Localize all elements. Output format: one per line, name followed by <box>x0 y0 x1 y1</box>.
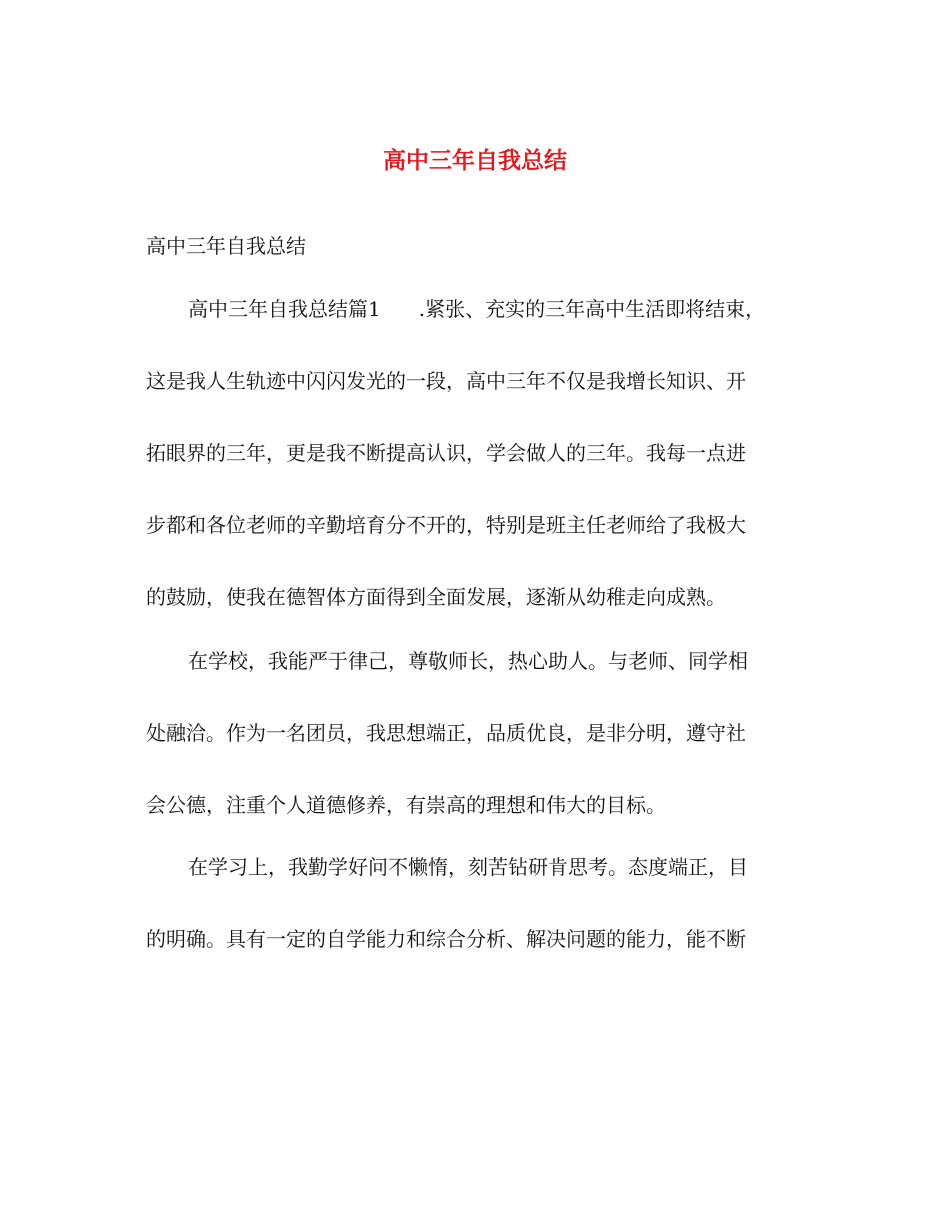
paragraph-2-line-1: 在学校，我能严于律己，尊敬师长，热心助人。与老师、同学相 <box>188 649 748 673</box>
paragraph-1-line-4: 步都和各位老师的辛勤培育分不开的，特别是班主任老师给了我极大 <box>146 513 746 537</box>
paragraph-1-line-5: 的鼓励，使我在德智体方面得到全面发展，逐渐从幼稚走向成熟。 <box>146 585 726 609</box>
paragraph-2-line-2: 处融洽。作为一名团员，我思想端正，品质优良，是非分明，遵守社 <box>146 721 746 745</box>
paragraph-1-line-2: 这是我人生轨迹中闪闪发光的一段，高中三年不仅是我增长知识、开 <box>146 369 746 393</box>
section-heading: 高中三年自我总结篇1 <box>188 297 381 321</box>
paragraph-1-line-1 <box>188 296 765 322</box>
document-subtitle: 高中三年自我总结 <box>146 234 306 258</box>
document-title: 高中三年自我总结 <box>383 147 567 174</box>
paragraph-3-line-2: 的明确。具有一定的自学能力和综合分析、解决问题的能力，能不断 <box>146 927 746 951</box>
paragraph-3-line-1: 在学习上，我勤学好问不懒惰，刻苦钻研肯思考。态度端正，目 <box>188 855 748 879</box>
paragraph-1-line-3: 拓眼界的三年，更是我不断提高认识，学会做人的三年。我每一点进 <box>146 441 746 465</box>
paragraph-2-line-3: 会公德，注重个人道德修养，有崇高的理想和伟大的目标。 <box>146 793 666 817</box>
paragraph-1-text-start: .紧张、充实的三年高中生活即将结束， <box>418 297 766 321</box>
